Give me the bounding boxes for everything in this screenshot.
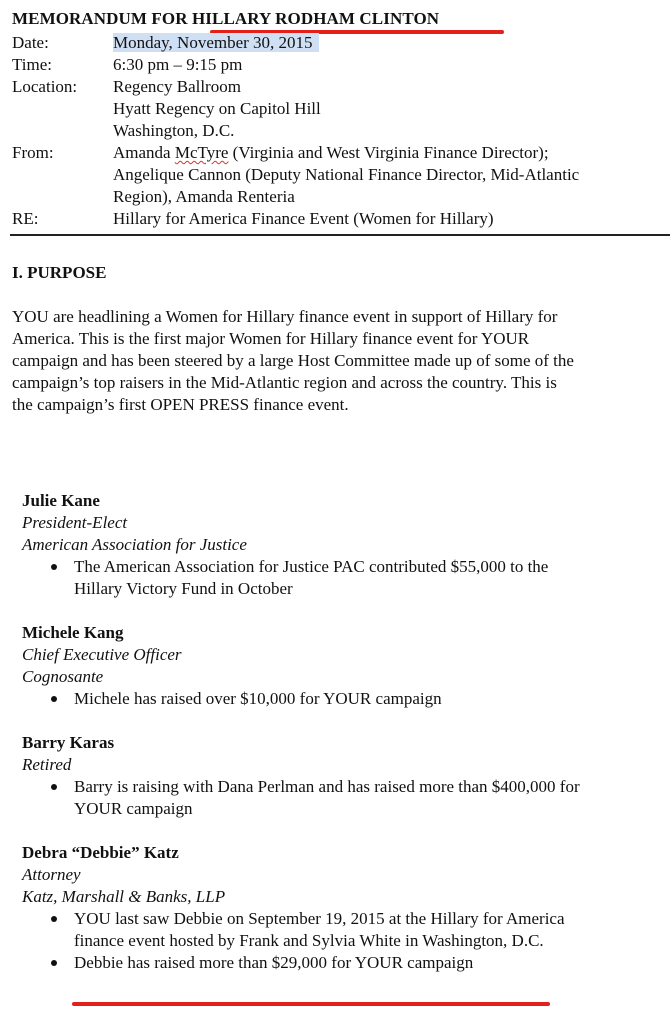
bullet-item: [22, 688, 668, 710]
spellcheck-marked-word: McTyre: [174, 143, 229, 162]
header-value-time: 6:30 pm – 9:15 pm: [113, 55, 243, 74]
header-value-location: Regency Ballroom: [113, 77, 241, 96]
bullet-item: [22, 908, 668, 952]
attendee-role: Cognosante: [22, 667, 104, 686]
header-divider: [10, 234, 670, 236]
bullet-line: finance event hosted by Frank and Sylvia White in Washington, D.C.: [74, 931, 544, 950]
paragraph-line: campaign’s top raisers in the Mid-Atlantic region and across the country. This is: [12, 373, 557, 392]
attendee-entry: [22, 622, 668, 710]
attendee-notes: [22, 776, 668, 820]
header-value-location: Hyatt Regency on Capitol Hill: [113, 99, 321, 118]
attendee-notes: [22, 556, 668, 600]
bullet-line: Barry is raising with Dana Perlman and has raised more than $400,000 for: [74, 777, 580, 796]
bullet-item: [22, 952, 668, 974]
bullet-item: [22, 776, 668, 820]
memo-title: MEMORANDUM FOR HILLARY RODHAM CLINTON: [12, 9, 440, 28]
bullet-line: Hillary Victory Fund in October: [74, 579, 293, 598]
purpose-paragraph: [12, 306, 668, 416]
attendee-role: American Association for Justice: [22, 535, 247, 554]
paragraph-line: the campaign’s first OPEN PRESS finance event.: [12, 395, 349, 414]
header-row-location: [12, 76, 668, 142]
header-label: Time:: [12, 55, 53, 74]
header-row-date: [12, 32, 668, 54]
attendee-entry: [22, 732, 668, 820]
attendee-role: Attorney: [22, 865, 81, 884]
header-row-re: [12, 208, 668, 230]
header-row-from: [12, 142, 668, 208]
header-value-from: Amanda McTyre (Virginia and West Virginia Finance Director);: [113, 143, 549, 162]
bullet-line: The American Association for Justice PAC contributed $55,000 to the: [74, 557, 549, 576]
bullet-item: [22, 556, 668, 600]
bullet-line: Michele has raised over $10,000 for YOUR campaign: [74, 689, 442, 708]
bottom-red-underline: [72, 1002, 550, 1006]
attendee-role: President-Elect: [22, 513, 128, 532]
header-label: From:: [12, 143, 54, 162]
attendee-role: Retired: [22, 755, 72, 774]
attendee-name: Barry Karas: [22, 733, 115, 752]
memo-header: [12, 32, 668, 230]
attendee-notes: [22, 688, 668, 710]
attendee-entry: [22, 490, 668, 600]
header-label: RE:: [12, 209, 39, 228]
bullet-line: Debbie has raised more than $29,000 for YOUR campaign: [74, 953, 474, 972]
section-title: I. PURPOSE: [12, 263, 107, 282]
header-row-time: [12, 54, 668, 76]
paragraph-line: America. This is the first major Women for Hillary finance event for YOUR: [12, 329, 530, 348]
header-value-location: Washington, D.C.: [113, 121, 235, 140]
attendee-notes: [22, 908, 668, 974]
header-value-from: Region), Amanda Renteria: [113, 187, 295, 206]
header-value-from: Angelique Cannon (Deputy National Finance Director, Mid-Atlantic: [113, 165, 580, 184]
attendee-entry: [22, 842, 668, 974]
header-label: Date:: [12, 33, 49, 52]
header-value-date: Monday, November 30, 2015: [113, 33, 319, 52]
bullet-line: YOU last saw Debbie on September 19, 2015 at the Hillary for America: [74, 909, 565, 928]
paragraph-line: campaign and has been steered by a large Host Committee made up of some of the: [12, 351, 574, 370]
attendee-list: [22, 490, 668, 996]
bullet-line: YOUR campaign: [74, 799, 193, 818]
header-value-re: Hillary for America Finance Event (Women for Hillary): [113, 209, 494, 228]
header-label: Location:: [12, 77, 78, 96]
attendee-name: Michele Kang: [22, 623, 124, 642]
attendee-name: Julie Kane: [22, 491, 100, 510]
attendee-role: Chief Executive Officer: [22, 645, 182, 664]
attendee-role: Katz, Marshall & Banks, LLP: [22, 887, 226, 906]
attendee-name: Debra “Debbie” Katz: [22, 843, 179, 862]
paragraph-line: YOU are headlining a Women for Hillary finance event in support of Hillary for: [12, 307, 558, 326]
